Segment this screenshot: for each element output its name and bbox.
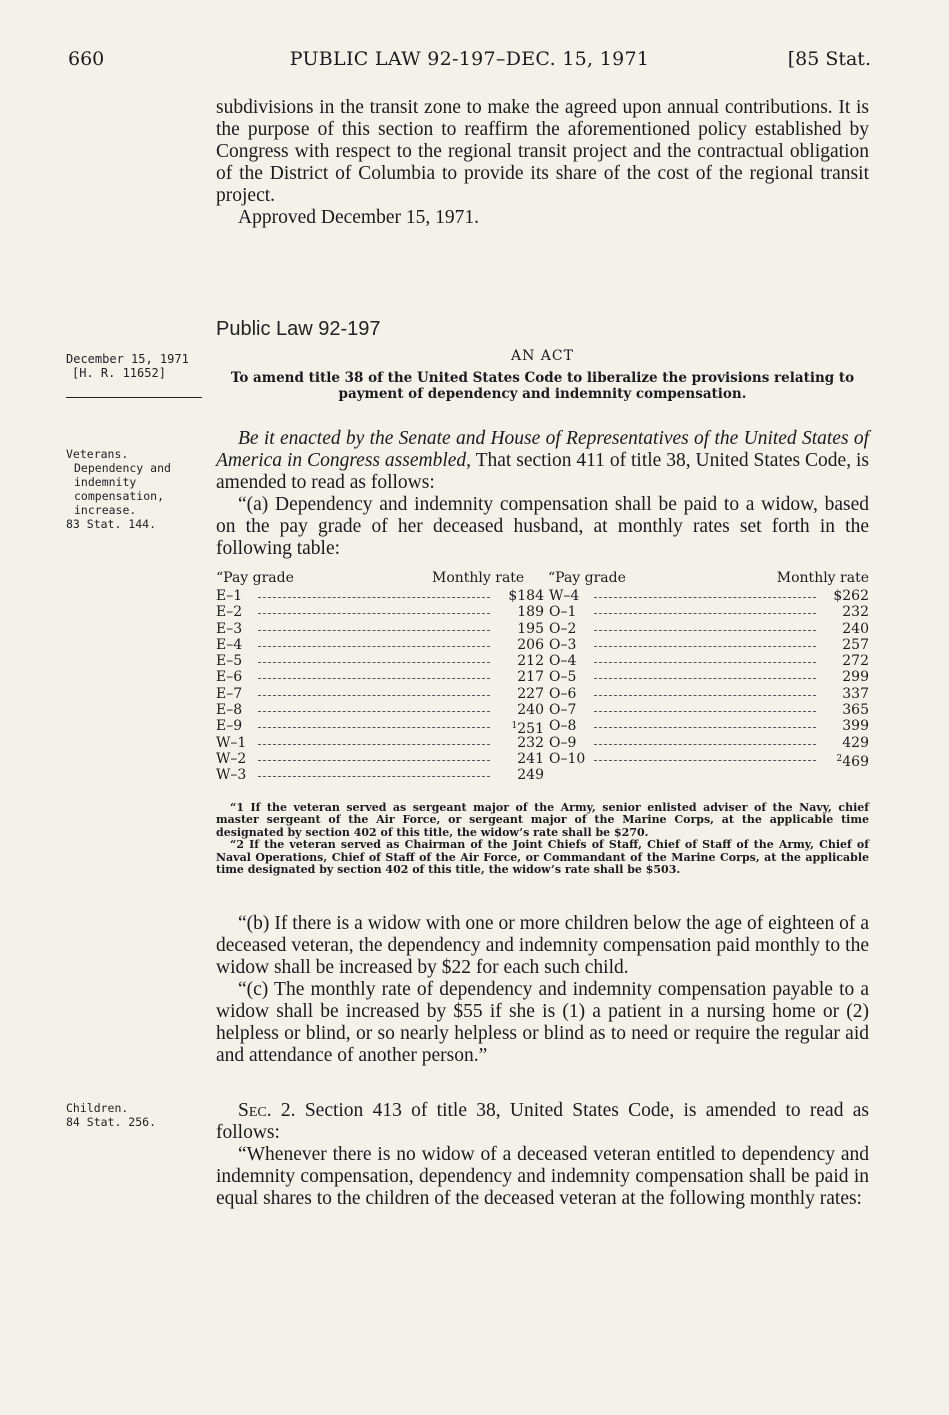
section-2-text: Section 413 of title 38, United States Code, is amended to read as follows: bbox=[216, 1100, 869, 1143]
leader-dots bbox=[258, 686, 490, 696]
rate-value: 232 bbox=[842, 604, 869, 621]
monthly-rate-cell bbox=[816, 653, 869, 669]
margin-children-title: Children. bbox=[66, 1101, 129, 1115]
table-row bbox=[216, 604, 869, 620]
page-header bbox=[68, 48, 871, 78]
monthly-rate-cell bbox=[486, 686, 544, 702]
col-pay-grade-2: “Pay grade bbox=[548, 570, 626, 586]
leader-dots bbox=[594, 718, 816, 728]
monthly-rate-cell bbox=[816, 621, 869, 637]
subsection-b: “(b) If there is a widow with one or more children below the age of eighteen of a deceased veteran, the dependency and indemnity compensation paid monthly to the widow shall be increased by $22 for each such child. bbox=[216, 913, 869, 978]
leader-dots bbox=[258, 621, 490, 631]
monthly-rate-cell bbox=[486, 669, 544, 685]
monthly-rate-cell bbox=[486, 637, 544, 653]
monthly-rate-cell bbox=[816, 718, 869, 734]
rate-value: 365 bbox=[842, 702, 869, 719]
pay-grade-cell: O–8 bbox=[549, 718, 577, 735]
section-2-intro bbox=[216, 1100, 869, 1144]
margin-veterans-stat: 83 Stat. 144. bbox=[66, 517, 157, 531]
enacting-clause bbox=[216, 428, 869, 494]
table-row bbox=[216, 637, 869, 653]
rate-value: 429 bbox=[842, 734, 869, 751]
rate-value: $262 bbox=[833, 588, 869, 604]
monthly-rate-cell bbox=[486, 767, 544, 783]
rate-value: 251 bbox=[517, 721, 544, 738]
rate-value: 217 bbox=[517, 669, 544, 686]
rate-table bbox=[216, 588, 869, 784]
leader-dots bbox=[594, 735, 816, 745]
subsection-a: “(a) Dependency and indemnity compensation shall be paid to a widow, based on the pay grade of her deceased husband, at monthly rates set forth in the following table: bbox=[216, 494, 869, 559]
table-row bbox=[216, 735, 869, 751]
margin-children bbox=[66, 1101, 206, 1129]
rate-value: 227 bbox=[517, 685, 544, 702]
rate-value: 299 bbox=[842, 669, 869, 686]
section-2-block bbox=[216, 1100, 869, 1210]
rate-value: 469 bbox=[842, 753, 869, 770]
leader-dots bbox=[258, 604, 490, 614]
table-row bbox=[216, 621, 869, 637]
pay-grade-cell: W–2 bbox=[216, 750, 247, 767]
date-note: December 15, 1971 bbox=[66, 352, 189, 366]
monthly-rate-cell bbox=[816, 637, 869, 653]
an-act-label: AN ACT bbox=[511, 348, 574, 364]
leader-dots bbox=[594, 588, 816, 598]
monthly-rate-cell bbox=[486, 621, 544, 637]
subsection-c: “(c) The monthly rate of dependency and indemnity compensation payable to a widow shall be increased by $55 if she is (1) a patient in a nursing home or (2) helpless or blind, or so nearly helpless or blind as to need or require the regular aid and attendance of another person.” bbox=[216, 979, 869, 1066]
leader-dots bbox=[594, 637, 816, 647]
table-row bbox=[216, 588, 869, 604]
rate-value: 195 bbox=[517, 620, 544, 637]
pay-grade-cell: O–9 bbox=[549, 734, 577, 751]
monthly-rate-cell bbox=[486, 751, 544, 767]
act-purpose: To amend title 38 of the United States Code to liberalize the provisions relating to payment of dependency and indemnity compensation. bbox=[230, 370, 855, 402]
leader-dots bbox=[258, 718, 490, 728]
intro-paragraph: subdivisions in the transit zone to make the agreed upon annual contributions. It is the purpose of this section to reaffirm the aforementioned policy established by Congress with respect to the regional transit project and the contractual obligation of the District of Columbia to provide its share of the cost of the regional transit project. bbox=[216, 97, 869, 206]
leader-dots bbox=[594, 604, 816, 614]
leader-dots bbox=[258, 588, 490, 598]
leader-dots bbox=[594, 686, 816, 696]
rate-value: 206 bbox=[517, 636, 544, 653]
rate-value: 240 bbox=[842, 620, 869, 637]
pay-grade-cell: O–3 bbox=[549, 636, 577, 653]
pay-grade-cell: W–1 bbox=[216, 734, 247, 751]
pay-grade-cell: O–4 bbox=[549, 653, 577, 670]
margin-veterans-subject: Dependency and indemnity compensation, increase. bbox=[74, 461, 171, 517]
pay-grade-cell: E–2 bbox=[216, 604, 243, 621]
pay-grade-cell: E–7 bbox=[216, 685, 243, 702]
section-2-label: Sec. 2. bbox=[238, 1100, 296, 1121]
leader-dots bbox=[594, 669, 816, 679]
leader-dots bbox=[258, 735, 490, 745]
pay-grade-cell: O–1 bbox=[549, 604, 577, 621]
leader-dots bbox=[258, 653, 490, 663]
table-row bbox=[216, 653, 869, 669]
leader-dots bbox=[258, 751, 490, 761]
monthly-rate-cell bbox=[486, 702, 544, 718]
table-row bbox=[216, 718, 869, 738]
enacting-clause-italic: Be it enacted by the Senate and House of Representatives of the United States of America in Congress assembled, bbox=[216, 428, 869, 471]
public-law-title: Public Law 92-197 bbox=[216, 318, 381, 340]
pay-grade-cell: O–6 bbox=[549, 685, 577, 702]
rate-value: 257 bbox=[842, 636, 869, 653]
col-pay-grade-1: “Pay grade bbox=[216, 570, 294, 586]
rate-value: 189 bbox=[517, 604, 544, 621]
rate-value: 241 bbox=[517, 750, 544, 767]
leader-dots bbox=[258, 702, 490, 712]
monthly-rate-cell bbox=[816, 669, 869, 685]
pay-grade-cell: E–3 bbox=[216, 620, 243, 637]
margin-veterans bbox=[66, 447, 206, 531]
pay-grade-cell: E–1 bbox=[216, 588, 243, 604]
rate-value: 399 bbox=[842, 718, 869, 735]
footnote-2: “2 If the veteran served as Chairman of the Joint Chiefs of Staff, Chief of Staff of the Army, Chief of Naval Operations, Chief of Staff of the Air Force, or Commandant of the Marine Corps, at the applicable time designated by section 402 of this title, the widow’s rate shall be $503. bbox=[216, 838, 869, 877]
monthly-rate-cell bbox=[486, 653, 544, 669]
table-row bbox=[216, 686, 869, 702]
footnote-1: “1 If the veteran served as sergeant major of the Army, senior enlisted adviser of the Navy, chief master sergeant of the Air Force, or sergeant major of the Marine Corps, at the applicable time designated by section 402 of this title, the widow’s rate shall be $270. bbox=[216, 801, 869, 839]
statute-reference: [85 Stat. bbox=[787, 48, 871, 70]
table-footnotes bbox=[216, 802, 869, 876]
table-row bbox=[216, 750, 869, 770]
footnote-marker: 2 bbox=[836, 753, 843, 764]
pay-grade-cell: E–9 bbox=[216, 718, 243, 735]
margin-date bbox=[66, 352, 206, 380]
monthly-rate-cell bbox=[486, 588, 544, 604]
rate-value: 272 bbox=[842, 653, 869, 670]
rate-value: 232 bbox=[517, 734, 544, 751]
leader-dots bbox=[594, 621, 816, 631]
pay-grade-cell: O–7 bbox=[549, 702, 577, 719]
pay-grade-cell: O–2 bbox=[549, 620, 577, 637]
monthly-rate-cell bbox=[816, 702, 869, 718]
pay-grade-cell: O–5 bbox=[549, 669, 577, 686]
pay-grade-cell: O–10 bbox=[549, 750, 586, 767]
pay-grade-cell: W–3 bbox=[216, 767, 247, 784]
approval-line: Approved December 15, 1971. bbox=[238, 207, 479, 228]
pay-grade-cell: E–5 bbox=[216, 653, 243, 670]
section-1-continued bbox=[216, 913, 869, 1067]
intro-block bbox=[216, 97, 869, 229]
footnote-marker: 1 bbox=[511, 721, 518, 732]
col-monthly-rate-1: Monthly rate bbox=[432, 570, 525, 586]
pay-grade-cell: E–4 bbox=[216, 636, 243, 653]
rate-value: 212 bbox=[517, 653, 544, 670]
table-row bbox=[216, 767, 869, 783]
rate-value: 240 bbox=[517, 702, 544, 719]
monthly-rate-cell bbox=[816, 604, 869, 620]
leader-dots bbox=[594, 751, 816, 761]
rate-value: $184 bbox=[508, 588, 544, 604]
monthly-rate-cell bbox=[486, 735, 544, 751]
enacting-clause-rest: That section 411 of title 38, United States Code, is amended to read as follows: bbox=[216, 450, 869, 493]
col-monthly-rate-2: Monthly rate bbox=[776, 570, 869, 586]
leader-dots bbox=[594, 653, 816, 663]
page-number: 660 bbox=[68, 48, 105, 70]
section-2-quote: “Whenever there is no widow of a deceased veteran entitled to dependency and indemnity compensation, dependency and indemnity compensation shall be paid in equal shares to the children of the deceased veteran at the following monthly rates: bbox=[216, 1144, 869, 1209]
margin-children-stat: 84 Stat. 256. bbox=[66, 1115, 157, 1129]
rate-value: 249 bbox=[517, 767, 544, 784]
leader-dots bbox=[594, 702, 816, 712]
section-1-block bbox=[216, 428, 869, 560]
monthly-rate-cell bbox=[486, 604, 544, 620]
monthly-rate-cell bbox=[816, 735, 869, 751]
rate-value: 337 bbox=[842, 685, 869, 702]
margin-veterans-title: Veterans. bbox=[66, 447, 129, 461]
pay-grade-cell: E–8 bbox=[216, 702, 243, 719]
pay-grade-cell: W–4 bbox=[549, 588, 580, 604]
pay-grade-cell: E–6 bbox=[216, 669, 243, 686]
margin-rule bbox=[66, 397, 202, 398]
leader-dots bbox=[258, 637, 490, 647]
bill-note: [H. R. 11652] bbox=[72, 366, 166, 380]
leader-dots bbox=[258, 767, 490, 777]
table-row bbox=[216, 702, 869, 718]
leader-dots bbox=[258, 669, 490, 679]
table-row bbox=[216, 669, 869, 685]
monthly-rate-cell bbox=[816, 686, 869, 702]
running-title: PUBLIC LAW 92-197–DEC. 15, 1971 bbox=[289, 48, 650, 70]
monthly-rate-cell bbox=[816, 588, 869, 604]
